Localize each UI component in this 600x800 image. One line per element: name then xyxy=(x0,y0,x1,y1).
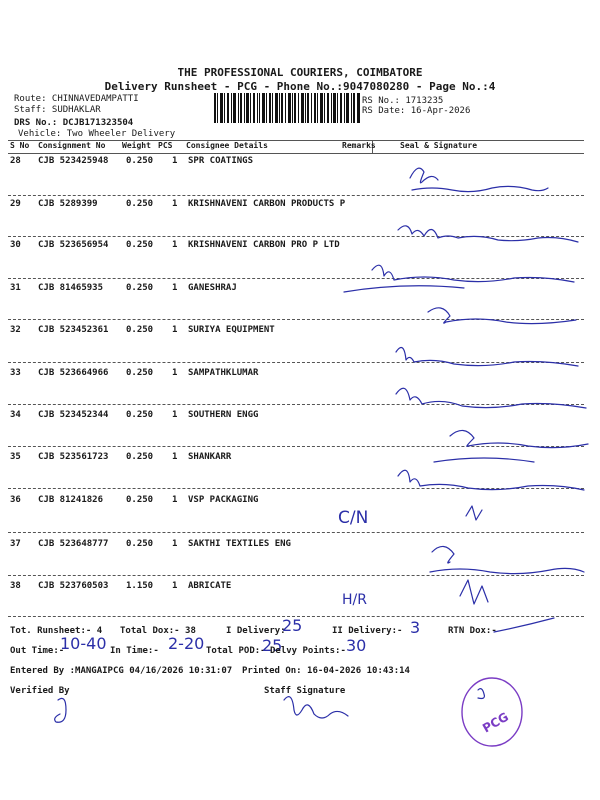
vehicle: Vehicle: Two Wheeler Delivery xyxy=(18,129,176,139)
row-consignment: CJB 523760503 xyxy=(38,581,109,591)
entered-by: Entered By :MANGAIPCG 04/16/2026 10:31:07 xyxy=(10,666,233,676)
row-weight: 0.250 xyxy=(126,495,154,505)
in-time-label: In Time:- xyxy=(110,646,159,656)
row-consignment: CJB 523664966 xyxy=(38,368,109,378)
row-consignment: CJB 81465935 xyxy=(38,283,104,293)
row-consignment: CJB 523656954 xyxy=(38,240,109,250)
row-consignee: KRISHNAVENI CARBON PRODUCTS P xyxy=(188,199,346,209)
row-consignment: CJB 523648777 xyxy=(38,539,109,549)
row-consignment: CJB 523425948 xyxy=(38,156,109,166)
table-row xyxy=(0,156,600,197)
row-consignee: SPR COATINGS xyxy=(188,156,254,166)
remark-hr: H/R xyxy=(342,592,367,608)
total-dox: Total Dox:- 38 xyxy=(120,626,196,636)
row-consignment: CJB 523452344 xyxy=(38,410,109,420)
route: Route: CHINNAVEDAMPATTI xyxy=(14,94,139,104)
table-row xyxy=(0,452,600,493)
col-sno: S No xyxy=(10,141,30,150)
remark-cn: C/N xyxy=(338,508,369,528)
total-pod-value: 25 xyxy=(262,636,283,655)
row-weight: 0.250 xyxy=(126,325,154,335)
i-delivery-label: I Delivery: xyxy=(226,626,286,636)
stamp-text: PCG xyxy=(480,709,511,736)
ii-delivery-label: II Delivery:- xyxy=(332,626,403,636)
row-consignment: CJB 523561723 xyxy=(38,452,109,462)
row-weight: 0.250 xyxy=(126,539,154,549)
row-separator xyxy=(8,195,584,196)
row-consignment: CJB 523452361 xyxy=(38,325,109,335)
col-consignment: Consignment No xyxy=(38,141,106,150)
row-separator xyxy=(8,236,584,237)
out-time-label: Out Time:- xyxy=(10,646,65,656)
row-pcs: 1 xyxy=(172,452,178,462)
row-pcs: 1 xyxy=(172,495,178,505)
staff: Staff: SUDHAKLAR xyxy=(14,105,101,115)
verified-by-signature xyxy=(55,698,66,722)
delvy-points-label: Delvy Points:- xyxy=(270,646,346,656)
row-separator xyxy=(8,278,584,279)
row-consignment: CJB 81241826 xyxy=(38,495,104,505)
total-pod-label: Total POD:- xyxy=(206,646,266,656)
row-separator xyxy=(8,488,584,489)
table-header-rule xyxy=(8,153,584,154)
row-consignee: VSP PACKAGING xyxy=(188,495,259,505)
row-pcs: 1 xyxy=(172,539,178,549)
in-time-value: 2-20 xyxy=(168,634,205,653)
row-weight: 0.250 xyxy=(126,452,154,462)
row-sno: 32 xyxy=(10,325,21,335)
row-weight: 0.250 xyxy=(126,283,154,293)
row-separator xyxy=(8,319,584,320)
drs-number: DRS No.: DCJB171323504 xyxy=(14,118,134,128)
row-weight: 0.250 xyxy=(126,240,154,250)
row-sno: 37 xyxy=(10,539,21,549)
row-sno: 31 xyxy=(10,283,21,293)
table-row xyxy=(0,368,600,409)
row-pcs: 1 xyxy=(172,283,178,293)
col-pcs: PCS xyxy=(158,141,173,150)
row-sno: 34 xyxy=(10,410,21,420)
company-title: THE PROFESSIONAL COURIERS, COIMBATORE xyxy=(177,66,423,79)
table-row xyxy=(0,283,600,324)
row-sno: 36 xyxy=(10,495,21,505)
table-row xyxy=(0,495,600,536)
table-row xyxy=(0,199,600,240)
row-weight: 0.250 xyxy=(126,368,154,378)
col-remarks: Remarks xyxy=(342,141,376,150)
row-consignee: SOUTHERN ENGG xyxy=(188,410,259,420)
row-consignee: KRISHNAVENI CARBON PRO P LTD xyxy=(188,240,340,250)
delvy-points-value: 30 xyxy=(346,636,367,655)
col-consignee: Consignee Details xyxy=(186,141,268,150)
row-separator xyxy=(8,575,584,576)
row-consignee: GANESHRAJ xyxy=(188,283,237,293)
row-separator xyxy=(8,532,584,533)
row-pcs: 1 xyxy=(172,199,178,209)
row-pcs: 1 xyxy=(172,368,178,378)
row-sno: 29 xyxy=(10,199,21,209)
row-consignee: SAMPATHKLUMAR xyxy=(188,368,259,378)
row-sno: 33 xyxy=(10,368,21,378)
table-row xyxy=(0,539,600,580)
row-separator xyxy=(8,446,584,447)
barcode-image xyxy=(214,93,360,123)
row-pcs: 1 xyxy=(172,581,178,591)
row-sno: 30 xyxy=(10,240,21,250)
row-weight: 0.250 xyxy=(126,199,154,209)
printed-on: Printed On: 16-04-2026 10:43:14 xyxy=(242,666,410,676)
runsheet-title: Delivery Runsheet - PCG - Phone No.:9047080280 - Page No.:4 xyxy=(104,80,496,93)
table-row xyxy=(0,240,600,281)
row-pcs: 1 xyxy=(172,410,178,420)
out-time-value: 10-40 xyxy=(60,634,107,653)
row-separator xyxy=(8,404,584,405)
row-consignee: SAKTHI TEXTILES ENG xyxy=(188,539,291,549)
row-pcs: 1 xyxy=(172,325,178,335)
row-weight: 0.250 xyxy=(126,156,154,166)
col-seal-signature: Seal & Signature xyxy=(400,141,478,150)
tot-runsheet: Tot. Runsheet:- 4 xyxy=(10,626,103,636)
row-sno: 28 xyxy=(10,156,21,166)
row-pcs: 1 xyxy=(172,240,178,250)
rs-date: RS Date: 16-Apr-2026 xyxy=(362,106,471,116)
i-delivery-value: 25 xyxy=(282,616,303,635)
row-weight: 0.250 xyxy=(126,410,154,420)
row-sno: 38 xyxy=(10,581,21,591)
col-weight: Weight xyxy=(122,141,151,150)
row-consignee: ABRICATE xyxy=(188,581,232,591)
pcg-stamp xyxy=(462,678,522,746)
row-consignee: SURIYA EQUIPMENT xyxy=(188,325,275,335)
staff-signature xyxy=(284,697,348,718)
table-row xyxy=(0,325,600,366)
table-row xyxy=(0,410,600,451)
ii-delivery-value: 3 xyxy=(410,618,421,637)
row-separator xyxy=(8,362,584,363)
rs-number: RS No.: 1713235 xyxy=(362,96,444,106)
row-consignment: CJB 5289399 xyxy=(38,199,98,209)
verified-by-label: Verified By xyxy=(10,686,70,696)
row-weight: 1.150 xyxy=(126,581,154,591)
row-consignee: SHANKARR xyxy=(188,452,232,462)
rtn-dox-label: RTN Dox:- xyxy=(448,626,497,636)
row-sno: 35 xyxy=(10,452,21,462)
staff-signature-label: Staff Signature xyxy=(264,686,346,696)
row-pcs: 1 xyxy=(172,156,178,166)
